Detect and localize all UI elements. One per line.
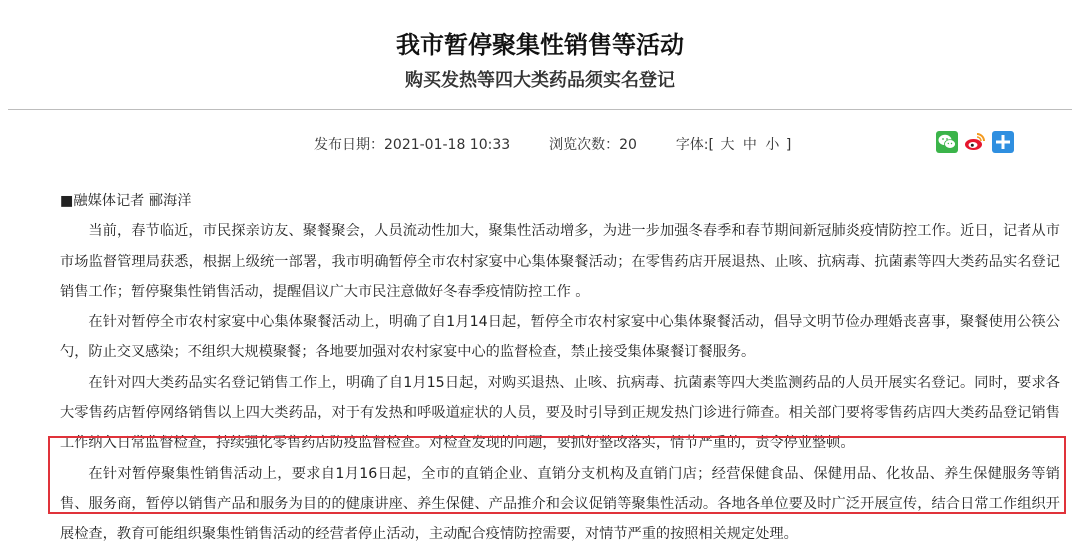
paragraph-banquet: 在针对暂停全市农村家宴中心集体聚餐活动上，明确了自1月14日起，暂停全市农村家宴中心集体聚餐活动，倡导文明节俭办理婚丧喜事，聚餐使用公筷公勺，防止交叉感染；不组织大规模聚餐；各地要加强对农村家宴中心的监督检查，禁止接受集体聚餐订餐服务。 (60, 314, 1060, 361)
share-bar (936, 131, 1014, 157)
font-small-link[interactable]: 小 (765, 137, 780, 153)
paragraph-intro: 当前，春节临近，市民探亲访友、聚餐聚会，人员流动性加大，聚集性活动增多，为进一步加强冬春季和春节期间新冠肺炎疫情防控工作。近日，记者从市市场监督管理局获悉，根据上级统一部署，我市明确暂停全市农村家宴中心集体聚餐活动；在零售药店开展退热、止咳、抗病毒、抗菌素等四大类药品实名登记销售工作；暂停聚集性销售活动，提醒倡议广大市民注意做好冬春季疫情防控工作 。 (60, 223, 1060, 300)
publish-date-label: 发布日期： (314, 137, 384, 153)
view-count-label: 浏览次数： (549, 137, 620, 153)
font-large-link[interactable]: 大 (720, 137, 735, 153)
publish-date: 2021-01-18 10:33 (384, 137, 511, 153)
font-size-label: 字体:[ (675, 137, 714, 153)
font-medium-link[interactable]: 中 (742, 137, 757, 153)
paragraph-sales: 在针对暂停聚集性销售活动上，要求自1月16日起，全市的直销企业、直销分支机构及直销门店；经营保健食品、保健用品、化妆品、养生保健服务等销售、服务商，暂停以销售产品和服务为目的的健康讲座、养生保健、产品推介和会议促销等聚集性活动。各地各单位要及时广泛开展宣传，结合日常工作组织开展检查，教育可能组织聚集性销售活动的经营者停止活动，主动配合疫情防控需要，对情节严重的按照相关规定处理。 (60, 465, 1060, 543)
highlight-box (48, 436, 1066, 514)
article-subtitle: 购买发热等四大类药品须实名登记 (405, 70, 675, 91)
more-share-icon[interactable] (992, 131, 1014, 153)
title-divider (8, 109, 1072, 110)
paragraph-medicine: 在针对四大类药品实名登记销售工作上，明确了自1月15日起，对购买退热、止咳、抗病毒、抗菌素等四大类监测药品的人员开展实名登记。同时，要求各大零售药店暂停网络销售以上四大类药品，对于有发热和呼吸道症状的人员，要及时引导到正规发热门诊进行筛查。相关部门要将零售药店四大类药品登记销售工作纳入日常监督检查，持续强化零售药店防疫监督检查。对检查发现的问题，要抓好整改落实，情节严重的，责令停业整顿。 (60, 374, 1060, 452)
author-line: ■融媒体记者 郦海洋 (60, 193, 192, 209)
article-meta (314, 133, 791, 157)
view-count: 20 (619, 137, 637, 153)
font-size-control (676, 133, 791, 157)
font-size-bracket: ] (785, 137, 792, 153)
article-title: 我市暂停聚集性销售等活动 (396, 31, 684, 59)
weibo-icon[interactable] (964, 131, 986, 153)
wechat-icon[interactable] (936, 131, 958, 153)
